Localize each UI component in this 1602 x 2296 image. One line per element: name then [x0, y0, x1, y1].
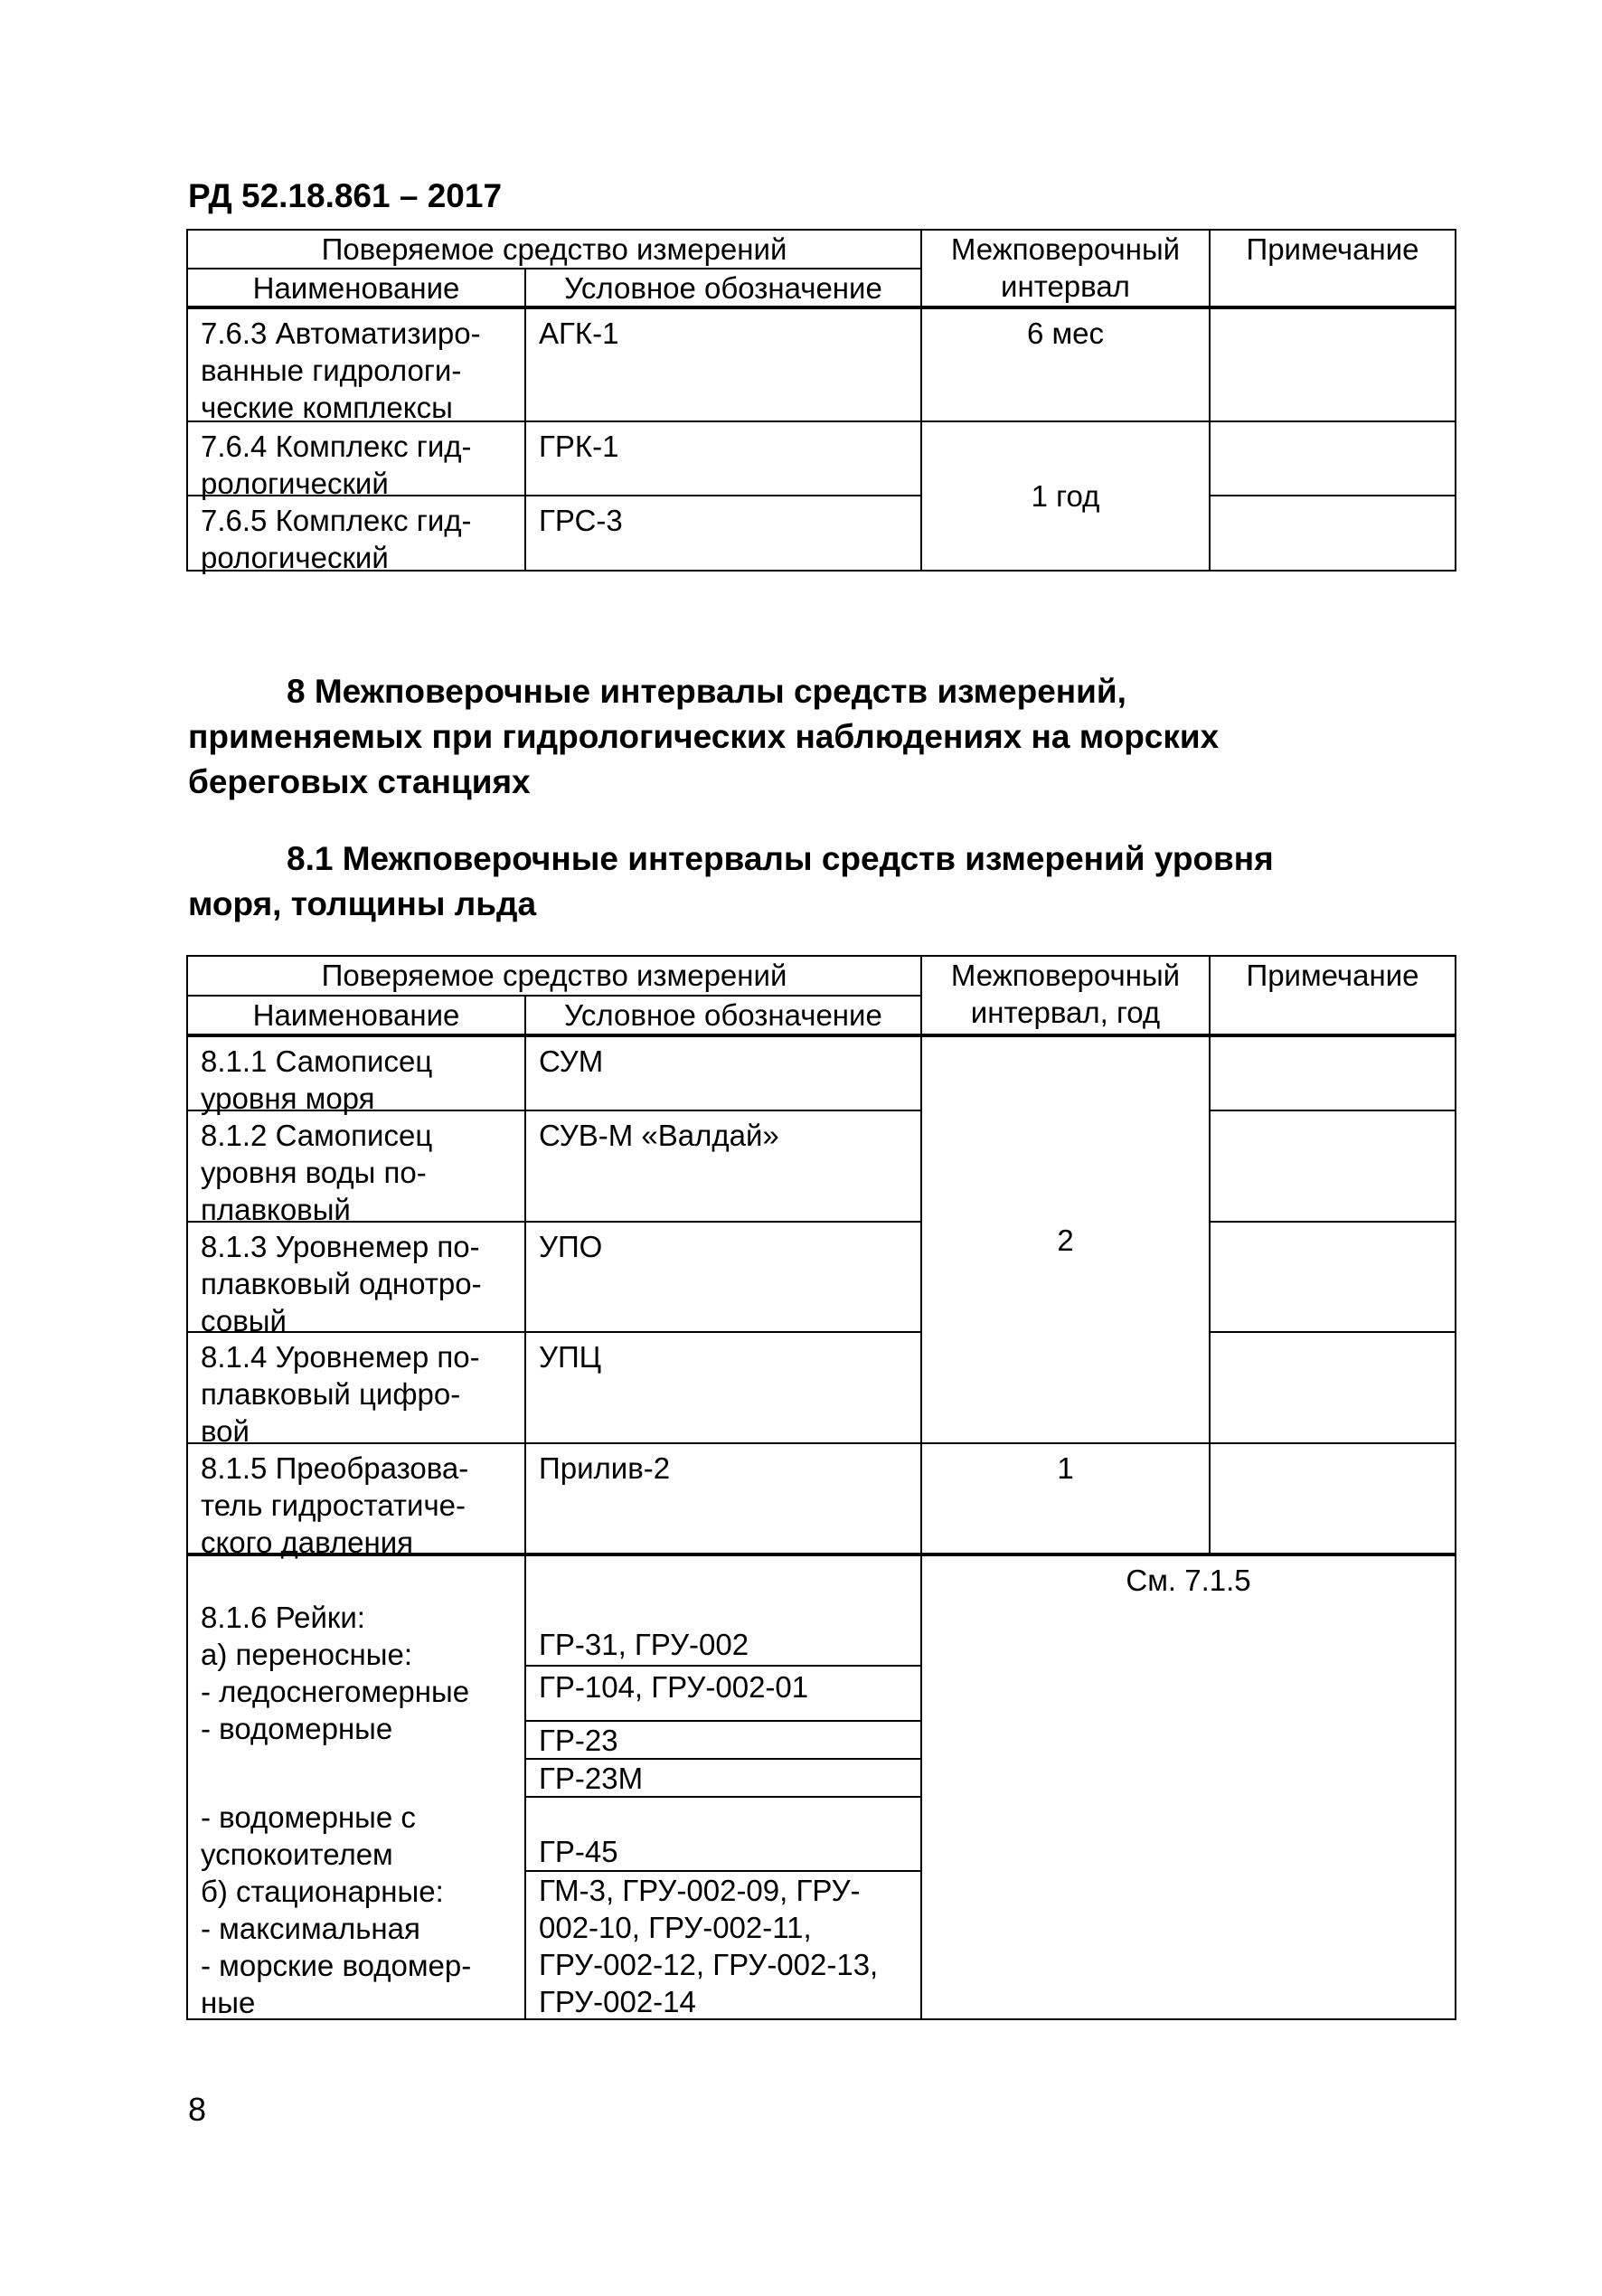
rails-reference: См. 7.1.5	[920, 1554, 1456, 2020]
column-header-name: Наименование	[186, 995, 526, 1037]
column-header-designation: Условное обозначение	[524, 995, 922, 1037]
rails-designation: ГМ-3, ГРУ-002-09, ГРУ- 002-10, ГРУ-002-11, ГРУ-002-12, ГРУ-002-13, ГРУ-002-14	[524, 1870, 922, 2020]
table-row-designation: ГРС-3	[524, 495, 922, 572]
table-row-designation: АГК-1	[524, 307, 922, 422]
table-row-name: 8.1.4 Уровнемер по- плавковый цифро- вой	[186, 1331, 526, 1444]
table-row-note	[1209, 1110, 1456, 1223]
table-row-name: 7.6.4 Комплекс гид- рологический	[186, 420, 526, 496]
rails-designation: ГР-104, ГРУ-002-01	[524, 1665, 922, 1722]
table-row-note	[1209, 1442, 1456, 1556]
table-row-designation: СУМ	[524, 1035, 922, 1111]
column-header-interval: Межповерочный интервал, год	[920, 955, 1211, 1037]
column-header-name: Наименование	[186, 268, 526, 309]
merged-interval-cell	[920, 1035, 1211, 1444]
rails-name-part2: - водомерные с успокоителем б) стационарные: - максимальная - морские водомер- ные	[201, 1800, 472, 2019]
table-row-note	[1209, 1331, 1456, 1444]
table-row-note	[1209, 495, 1456, 572]
column-group-header: Поверяемое средство измерений	[186, 955, 922, 997]
merged-interval-cell	[920, 420, 1211, 572]
document-code: РД 52.18.861 – 2017	[188, 177, 503, 214]
table-row-designation: Прилив-2	[524, 1442, 922, 1556]
table-row-designation: ГРК-1	[524, 420, 922, 496]
rails-designation: ГР-23М	[524, 1758, 922, 1798]
rails-name-cell	[186, 1554, 526, 2020]
table-row-name: 8.1.3 Уровнемер по- плавковый однотро- совый	[186, 1221, 526, 1333]
rails-designation: ГР-23	[524, 1720, 922, 1760]
column-header-designation: Условное обозначение	[524, 268, 922, 309]
merged-interval: 1 год	[1031, 479, 1100, 513]
column-header-note: Примечание	[1209, 229, 1456, 309]
table-row-note	[1209, 420, 1456, 496]
section-8-1-heading: 8.1 Межповерочные интервалы средств измерений уровня моря, толщины льда	[188, 840, 1274, 922]
section-8-heading: 8 Межповерочные интервалы средств измерений, применяемых при гидрологических наблюдениях на морских береговых станциях	[188, 673, 1220, 800]
table-row-name: 8.1.5 Преобразова- тель гидростатиче- ского давления	[186, 1442, 526, 1556]
table-row-name: 7.6.3 Автоматизиро- ванные гидрологи- ческие комплексы	[186, 307, 526, 422]
page-number: 8	[188, 2091, 207, 2128]
merged-interval: 2	[1057, 1223, 1074, 1257]
column-header-interval: Межповерочный интервал	[920, 229, 1211, 309]
table-row-designation: УПО	[524, 1221, 922, 1333]
column-group-header: Поверяемое средство измерений	[186, 229, 922, 269]
rails-name-part1: 8.1.6 Рейки: а) переносные: - ледоснегомерные - водомерные	[201, 1601, 470, 1745]
table-row-name: 7.6.5 Комплекс гид- рологический	[186, 495, 526, 572]
table-row-note	[1209, 1035, 1456, 1111]
table-row-designation: УПЦ	[524, 1331, 922, 1444]
designation-text: ГР-31, ГРУ-002	[539, 1628, 749, 1661]
table-row-interval: 1	[920, 1442, 1211, 1556]
rails-designation	[524, 1796, 922, 1872]
table-row-designation: СУВ-М «Валдай»	[524, 1110, 922, 1223]
designation-text: ГР-45	[539, 1835, 618, 1868]
column-header-note: Примечание	[1209, 955, 1456, 1037]
table-row-interval: 6 мес	[920, 307, 1211, 422]
table-row-name: 8.1.2 Самописец уровня воды по- плавковый	[186, 1110, 526, 1223]
table-row-note	[1209, 1221, 1456, 1333]
table-row-note	[1209, 307, 1456, 422]
rails-designation	[524, 1554, 922, 1667]
table-row-name: 8.1.1 Самописец уровня моря	[186, 1035, 526, 1111]
